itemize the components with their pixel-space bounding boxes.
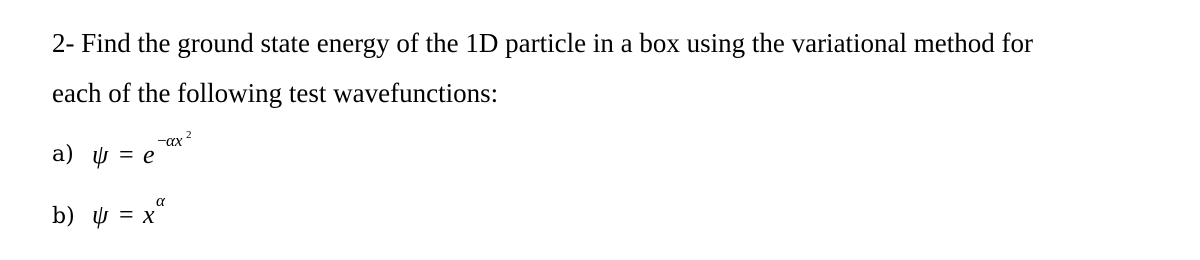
part-a-psi: ψ	[92, 140, 109, 169]
part-b-label: b)	[52, 204, 75, 229]
part-a-exponent-power: 2	[186, 129, 192, 141]
problem-line-2: each of the following test wavefunctions:	[52, 78, 499, 108]
part-a-equals: =	[119, 140, 134, 169]
part-b-base: x	[143, 200, 155, 229]
part-a-exponent-var: αx	[166, 131, 183, 150]
part-a	[52, 128, 312, 168]
part-b	[52, 190, 312, 230]
part-a-base: e	[143, 140, 155, 169]
problem-line-1: 2- Find the ground state energy of the 1D particle in a box using the variational method for	[52, 28, 1034, 58]
part-a-exponent-sign: −	[156, 131, 168, 150]
part-b-psi: ψ	[92, 200, 109, 229]
part-b-equals: =	[119, 200, 134, 229]
part-b-exponent-var: α	[156, 191, 165, 210]
part-a-label: a)	[52, 142, 74, 167]
